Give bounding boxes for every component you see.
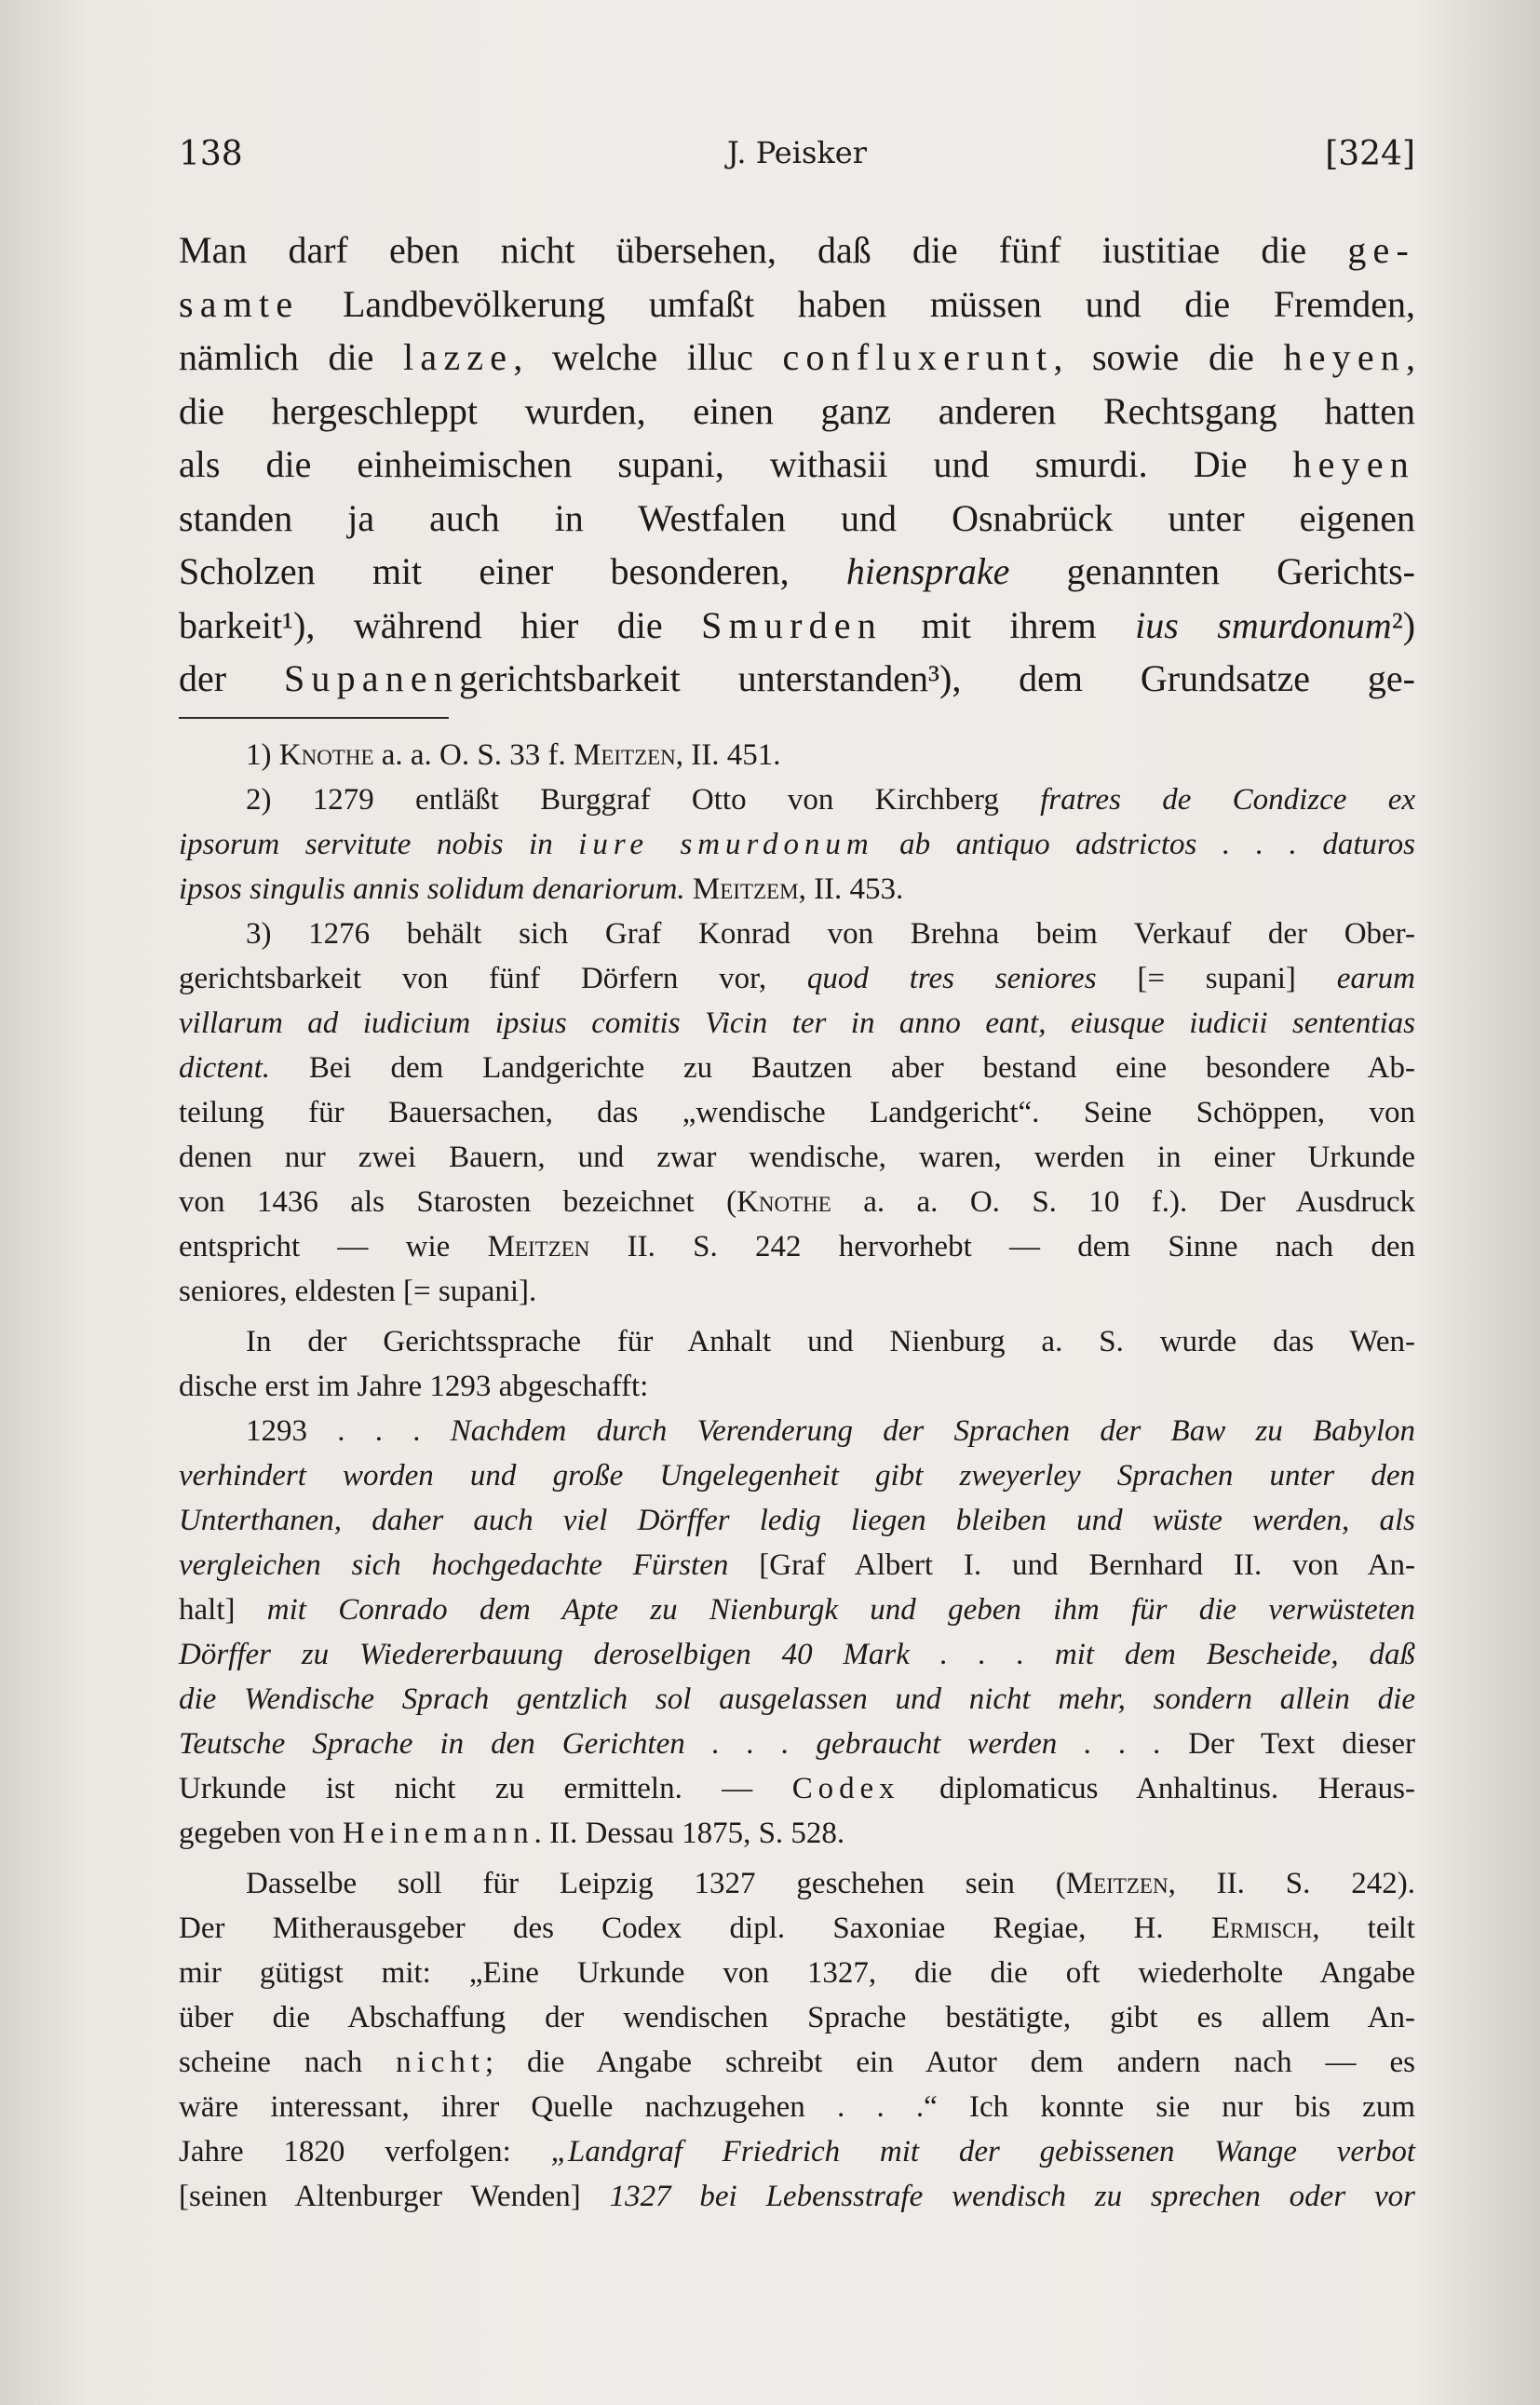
text-line [179, 1588, 1415, 1632]
text-line [179, 1001, 1415, 1046]
text-run: 1327 bei Lebensstrafe wendisch zu sprechen oder vor [609, 2180, 1416, 2213]
text-line [179, 1951, 1415, 1995]
text-line [179, 1409, 1415, 1453]
text-run: seniores, eldesten [= supani]. [179, 1275, 537, 1308]
text-run: fratres de Condizce ex [1040, 783, 1416, 817]
text-line [179, 492, 1415, 546]
text-run: 3) 1276 behält sich Graf Konrad von Brehna beim Verkauf der Ober- [246, 917, 1415, 951]
text-run: heyen [1292, 443, 1415, 485]
text-run: gegeben von [179, 1817, 343, 1850]
text-line [179, 1995, 1415, 2040]
text-run: Dasselbe soll für Leipzig 1327 geschehen sein ( [246, 1867, 1066, 1900]
text-line [179, 912, 1415, 956]
text-run: ; die Angabe schreibt ein Autor dem andern nach — es [484, 2046, 1415, 2079]
text-run: [= supani] [1096, 962, 1337, 995]
text-run: iure smurdonum [578, 828, 874, 861]
text-run: denen nur zwei Bauern, und zwar wendische, waren, werden in einer Urkunde [179, 1141, 1415, 1174]
text-line [179, 1224, 1415, 1269]
text-run: wäre interessant, ihrer Quelle nachzugehen . . .“ Ich konnte sie nur bis zum [179, 2090, 1415, 2124]
running-head-author: J. Peisker [727, 135, 867, 170]
text-run: , teilt [1312, 1912, 1415, 1945]
text-run: earum [1336, 962, 1416, 995]
text-line [179, 1766, 1415, 1811]
text-line [179, 2085, 1415, 2129]
text-run: Scholzen mit einer besonderen, [179, 550, 846, 592]
text-line [179, 1677, 1415, 1722]
text-line [179, 385, 1415, 439]
text-run: „Landgraf Friedrich mit der gebissenen Wange verbot [550, 2135, 1415, 2169]
text-run: Supanen [283, 657, 460, 699]
text-run: ipsorum servitute nobis in [179, 828, 579, 861]
text-run: Dörffer zu Wiedererbauung deroselbigen 40 Mark . . . mit dem Bescheide, daß [179, 1638, 1415, 1671]
text-run: Jahre 1820 verfolgen: [179, 2135, 551, 2169]
footnote-rule [179, 717, 449, 719]
text-line [179, 1090, 1415, 1135]
text-run: als die einheimischen supani, withasii und smurdi. Die [179, 443, 1293, 485]
text-run: Knothe [736, 1185, 831, 1219]
text-run: Teutsche Sprache in den Gerichten . . . gebraucht werden . . . [179, 1727, 1162, 1761]
text-run: II. S. 242 hervorhebt — dem Sinne nach den [589, 1230, 1416, 1263]
text-line [179, 331, 1415, 385]
text-line [179, 1180, 1415, 1224]
text-run: ge- [1347, 229, 1415, 271]
text-run: Codex [791, 1772, 900, 1805]
text-run: Unterthanen, daher auch viel Dörffer ledig liegen bleiben und wüste werden, als [179, 1504, 1415, 1537]
running-header [179, 135, 1415, 182]
text-run: , II. 453. [798, 872, 904, 906]
text-run: Der Mitherausgeber des Codex dipl. Saxoniae Regiae, H. [179, 1912, 1211, 1945]
text-run: , II. S. 242). [1168, 1867, 1415, 1900]
text-run: vergleichen sich hochgedachte Fürsten [179, 1548, 729, 1582]
text-run: hiensprake [845, 550, 1010, 592]
text-run: über die Abschaffung der wendischen Sprache bestätigte, gibt es allem An- [179, 2001, 1415, 2034]
text-run: lazze [403, 336, 514, 378]
text-run: ab antiquo adstrictos . . . daturos [873, 828, 1415, 861]
text-line [179, 2174, 1415, 2219]
text-line [179, 733, 1415, 777]
text-line [179, 1498, 1415, 1543]
text-line [179, 1319, 1415, 1364]
text-run: , II. 451. [675, 738, 781, 772]
text-line [179, 1861, 1415, 1906]
text-run: nämlich die [179, 336, 404, 378]
text-run: heyen [1283, 336, 1407, 378]
text-run: In der Gerichtssprache für Anhalt und Nienburg a. S. wurde das Wen- [246, 1325, 1415, 1358]
text-line [179, 599, 1415, 653]
text-run: samte [179, 282, 300, 325]
text-run: , [1406, 336, 1416, 378]
text-run: 2) 1279 entläßt Burggraf Otto von Kirchberg [246, 783, 1041, 817]
text-run: , sowie die [1053, 336, 1284, 378]
text-run: Nachdem durch Verenderung der Sprachen der Baw zu Babylon [450, 1414, 1415, 1448]
text-line [179, 2129, 1415, 2174]
main-text [179, 223, 1415, 706]
text-line [179, 545, 1415, 599]
text-run: Man darf eben nicht übersehen, daß die fünf iustitiae die [179, 229, 1348, 271]
text-run: Meitzen [573, 738, 676, 772]
text-run: dische erst im Jahre 1293 abgeschafft: [179, 1370, 649, 1403]
text-line [179, 1811, 1415, 1856]
text-run: Knothe [278, 738, 374, 772]
text-line [179, 1543, 1415, 1588]
text-run: Smurden [701, 603, 883, 646]
text-line [179, 2040, 1415, 2085]
text-run: gerichtsbarkeit unterstanden³), dem Grundsatze ge- [459, 657, 1415, 699]
text-line [179, 867, 1415, 912]
text-run: 1293 . . . [246, 1414, 451, 1448]
text-line [179, 822, 1415, 867]
text-line [179, 1046, 1415, 1090]
footnotes [179, 733, 1415, 2219]
original-page-number: [324] [1325, 135, 1415, 173]
text-run: gerichtsbarkeit von fünf Dörfern vor, [179, 962, 807, 995]
text-run: mit ihrem [882, 603, 1136, 646]
text-run: , welche illuc [513, 336, 783, 378]
text-run: Bei dem Landgerichte zu Bautzen aber bestand eine besondere Ab- [270, 1051, 1415, 1085]
text-line [179, 277, 1415, 331]
text-run: villarum ad iudicium ipsius comitis Vicin ter in anno eant, eiusque iudicii sententias [179, 1007, 1415, 1040]
text-line [179, 1453, 1415, 1498]
text-run: die hergeschleppt wurden, einen ganz anderen Rechtsgang hatten [179, 389, 1415, 432]
text-line [179, 652, 1415, 706]
text-run: mit Conrado dem Apte zu Nienburgk und geben ihm für die verwüsteten [266, 1593, 1415, 1627]
text-run: 1) [246, 738, 279, 772]
text-line [179, 438, 1415, 492]
text-run: scheine nach [179, 2046, 397, 2079]
text-run: [Graf Albert I. und Bernhard II. von An- [728, 1548, 1415, 1582]
text-run: teilung für Bauersachen, das „wendische Landgericht“. Seine Schöppen, von [179, 1096, 1415, 1129]
text-run: nicht [396, 2046, 485, 2079]
text-line [179, 223, 1415, 277]
text-run: . II. Dessau 1875, S. 528. [534, 1817, 845, 1850]
text-run: Meitzen [487, 1230, 590, 1263]
text-run: Meitzem [692, 872, 799, 906]
text-run: barkeit¹), während hier die [179, 603, 702, 646]
text-run: die Wendische Sprach gentzlich sol ausgelassen und nicht mehr, sondern allein die [179, 1682, 1415, 1716]
text-run: diplomaticus Anhaltinus. Heraus- [899, 1772, 1415, 1805]
text-line [179, 1364, 1415, 1409]
text-run: confluxerunt [782, 336, 1054, 378]
text-line [179, 777, 1415, 822]
text-run: Ermisch [1210, 1912, 1313, 1945]
text-run: [seinen Altenburger Wenden] [179, 2180, 610, 2213]
text-line [179, 1722, 1415, 1766]
text-run: der [179, 657, 284, 699]
text-run: ipsos singulis annis solidum denariorum. [179, 872, 685, 906]
page-number: 138 [179, 135, 243, 173]
text-run: a. a. O. S. 33 f. [373, 738, 574, 772]
text-run: dictent. [179, 1051, 271, 1085]
text-run: Der Text dieser [1161, 1727, 1415, 1761]
text-run: standen ja auch in Westfalen und Osnabrück unter eigenen [179, 496, 1415, 539]
text-run [685, 872, 693, 906]
text-run: ²) [1391, 603, 1416, 646]
text-run: a. a. O. S. 10 f.). Der Ausdruck [831, 1185, 1415, 1219]
text-line [179, 1632, 1415, 1677]
text-run: verhindert worden und große Ungelegenheit gibt zweyerley Sprachen unter den [179, 1459, 1415, 1493]
text-run: ius smurdonum [1135, 603, 1392, 646]
text-line [179, 1135, 1415, 1180]
text-run: entspricht — wie [179, 1230, 488, 1263]
text-line [179, 1269, 1415, 1314]
text-line [179, 1906, 1415, 1951]
text-run: von 1436 als Starosten bezeichnet ( [179, 1185, 737, 1219]
text-run: Heinemann [342, 1817, 534, 1850]
text-run: Landbevölkerung umfaßt haben müssen und die Fremden, [299, 282, 1415, 325]
text-run: quod tres seniores [806, 962, 1097, 995]
text-run: Urkunde ist nicht zu ermitteln. — [179, 1772, 792, 1805]
text-run: mir gütigst mit: „Eine Urkunde von 1327, die die oft wiederholte Angabe [179, 1956, 1415, 1990]
text-line [179, 956, 1415, 1001]
text-run: genannten Gerichts- [1009, 550, 1415, 592]
text-run: halt] [179, 1593, 267, 1627]
text-run: Meitzen [1065, 1867, 1169, 1900]
